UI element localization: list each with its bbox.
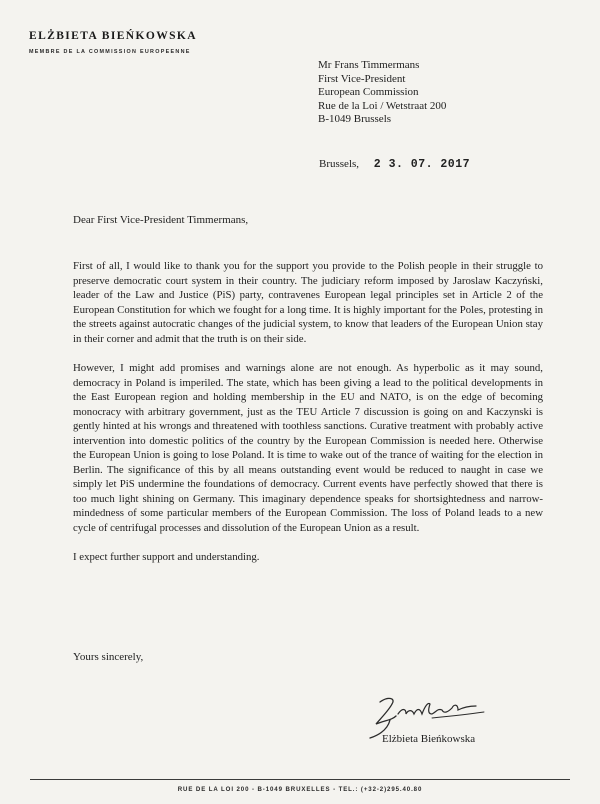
recipient-line: B-1049 Brussels [318, 113, 392, 125]
body-paragraph: I expect further support and understanding. [73, 551, 260, 563]
recipient-line: Rue de la Loi / Wetstraat 200 [318, 99, 447, 112]
recipient-address [318, 59, 446, 127]
recipient-line: Mr Frans Timmermans [318, 59, 420, 71]
letterhead-name: ELŻBIETA BIEŃKOWSKA [29, 30, 197, 42]
dateline [319, 158, 470, 171]
letterhead-role: MEMBRE DE LA COMMISSION EUROPEENNE [29, 49, 191, 55]
signatory-name: Elżbieta Bieńkowska [382, 733, 476, 745]
date-place: Brussels, [319, 158, 360, 170]
recipient-line: European Commission [318, 86, 419, 98]
date-stamp: 2 3. 07. 2017 [373, 158, 470, 171]
salutation: Dear First Vice-President Timmermans, [73, 214, 249, 226]
body-paragraph: First of all, I would like to thank you for the support you provide to the Polish people in their struggle to preserve democratic court system in their country. The judiciary reform imposed by Jaroslaw Kaczyński, leader of the Law and Justice (PiS) party, contravenes European legal principles set in Article 2 of the European Constitution for which we fought for a long time. It is highly important for the Poles, protesting in the streets against autocratic changes of the judicial system, to know that leaders of the European Union stay in their corner and admit that the truth is on their side. [73, 260, 543, 345]
complimentary-close: Yours sincerely, [73, 651, 144, 663]
body-paragraph: However, I might add promises and warnings alone are not enough. As hyperbolic as it may sound, democracy in Poland is imperiled. The state, which has been giving a lead to the political developments in the East European region and holding membership in the EU and NATO, is on the edge of becoming monocracy with arbitrary government, just as the TEU Article 7 discussion is going on and Kaczynski is gently hinted at his wrongs and threatened with toothless sanctions. Curative treatment with probably active intervention into domestic politics of the country by the European Commission is needed here. Otherwise the European Union is going to lose Poland. It is time to wake out of the trance of waiting for the election in Berlin. The significance of this by all means outstanding event would be reduced to naught in case we simply let PiS undermine the foundations of democracy. Current events have perfectly showed that there is too much light shining on Germany. This imaginary dependence speaks for shortsightedness and narrow-mindedness of some particular members of the European Commission. The loss of Poland leads to a new cycle of centrifugal processes and dissolution of the European Union as a result. [73, 362, 543, 534]
footer-address: RUE DE LA LOI 200 - B-1049 BRUXELLES - TEL.: (+32-2)295.40.80 [177, 786, 423, 793]
footer-divider [30, 779, 570, 780]
recipient-line: First Vice-President [318, 72, 406, 85]
letter-body [73, 259, 543, 582]
